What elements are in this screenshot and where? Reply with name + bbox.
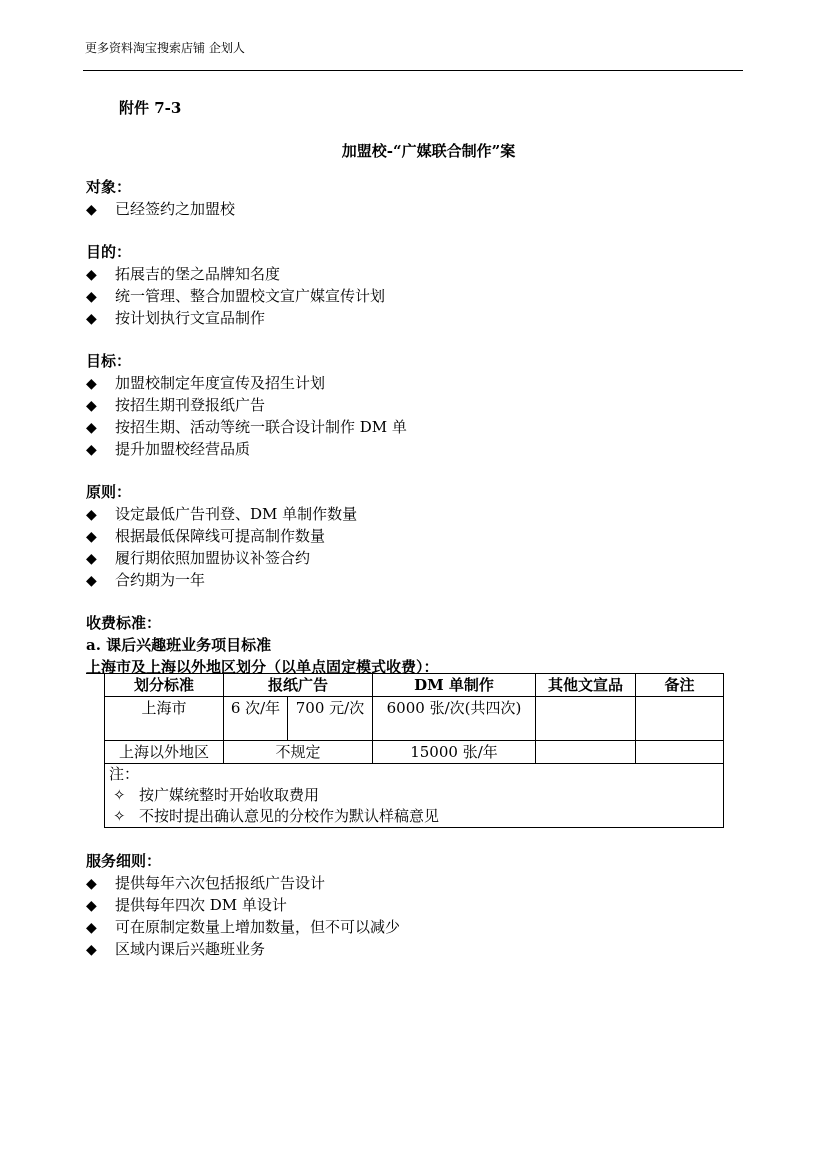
target-list [86,198,746,220]
cell-remark [636,697,724,741]
diamond-bullet-icon: ◆ [86,920,97,936]
cell-ad-count: 6 次/年 [224,697,288,741]
diamond-bullet-icon: ◆ [86,898,97,914]
list-item: ◆ 按招生期、活动等统一联合设计制作 DM 单 [86,416,746,438]
header-dm: DM 单制作 [373,674,536,697]
diamond-bullet-icon: ◆ [86,507,97,523]
cell-region: 上海市 [105,697,224,741]
cell-ad: 不规定 [224,741,373,764]
table-row [105,697,724,741]
header-newspaper-ad: 报纸广告 [224,674,373,697]
list-item: ◆ 按计划执行文宣品制作 [86,307,746,329]
fees-subheading: a. 课后兴趣班业务项目标准 [86,636,272,654]
service-heading: 服务细则： [86,852,162,870]
target-heading: 对象： [86,178,132,196]
list-item: ◆ 可在原制定数量上增加数量，但不可以减少 [86,916,746,938]
list-item: ◆ 区域内课后兴趣班业务 [86,938,746,960]
diamond-bullet-icon: ◆ [86,876,97,892]
list-item: ◆ 已经签约之加盟校 [86,198,746,220]
cell-ad-price: 700 元/次 [288,697,373,741]
four-point-star-icon: ✧ [113,786,126,804]
page-header: 更多资料淘宝搜索店铺 企划人 [85,41,245,55]
header-remark: 备注 [636,674,724,697]
cell-region: 上海以外地区 [105,741,224,764]
purpose-heading: 目的： [86,243,132,261]
cell-dm: 15000 张/年 [373,741,536,764]
goals-list [86,372,746,460]
list-item: ◆ 根据最低保障线可提高制作数量 [86,525,746,547]
cell-dm: 6000 张/次(共四次) [373,697,536,741]
main-content [86,176,746,678]
notes-cell [105,764,724,828]
table-row [105,741,724,764]
note-item: ✧ 按广媒统整时开始收取费用 [109,785,719,806]
list-item: ◆ 提供每年六次包括报纸广告设计 [86,872,746,894]
table-notes-row [105,764,724,828]
list-item: ◆ 加盟校制定年度宣传及招生计划 [86,372,746,394]
annex-label: 附件 7-3 [119,99,182,117]
fee-table [104,673,724,828]
cell-remark [636,741,724,764]
note-item: ✧ 不按时提出确认意见的分校作为默认样稿意见 [109,806,719,827]
diamond-bullet-icon: ◆ [86,942,97,958]
header-divider [83,70,743,71]
diamond-bullet-icon: ◆ [86,529,97,545]
list-item: ◆ 提升加盟校经营品质 [86,438,746,460]
diamond-bullet-icon: ◆ [86,202,97,218]
header-division: 划分标准 [105,674,224,697]
purpose-list [86,263,746,329]
cell-other [536,741,636,764]
diamond-bullet-icon: ◆ [86,442,97,458]
fees-table-caption: 上海市及上海以外地区划分（以单点固定模式收费）： [86,658,439,676]
diamond-bullet-icon: ◆ [86,551,97,567]
list-item: ◆ 履行期依照加盟协议补签合约 [86,547,746,569]
principles-list [86,503,746,591]
service-section [86,850,746,960]
diamond-bullet-icon: ◆ [86,267,97,283]
four-point-star-icon: ✧ [113,807,126,825]
list-item: ◆ 提供每年四次 DM 单设计 [86,894,746,916]
fees-heading: 收费标准： [86,614,162,632]
list-item: ◆ 按招生期刊登报纸广告 [86,394,746,416]
diamond-bullet-icon: ◆ [86,376,97,392]
diamond-bullet-icon: ◆ [86,398,97,414]
document-title: 加盟校-“广媒联合制作”案 [341,142,516,160]
diamond-bullet-icon: ◆ [86,573,97,589]
table-header-row [105,674,724,697]
diamond-bullet-icon: ◆ [86,420,97,436]
list-item: ◆ 设定最低广告刊登、DM 单制作数量 [86,503,746,525]
list-item: ◆ 统一管理、整合加盟校文宣广媒宣传计划 [86,285,746,307]
diamond-bullet-icon: ◆ [86,311,97,327]
diamond-bullet-icon: ◆ [86,289,97,305]
list-item: ◆ 合约期为一年 [86,569,746,591]
list-item: ◆ 拓展吉的堡之品牌知名度 [86,263,746,285]
notes-label: 注： [109,765,140,783]
cell-other [536,697,636,741]
principles-heading: 原则： [86,483,132,501]
goals-heading: 目标： [86,352,132,370]
header-other: 其他文宣品 [536,674,636,697]
service-list [86,872,746,960]
